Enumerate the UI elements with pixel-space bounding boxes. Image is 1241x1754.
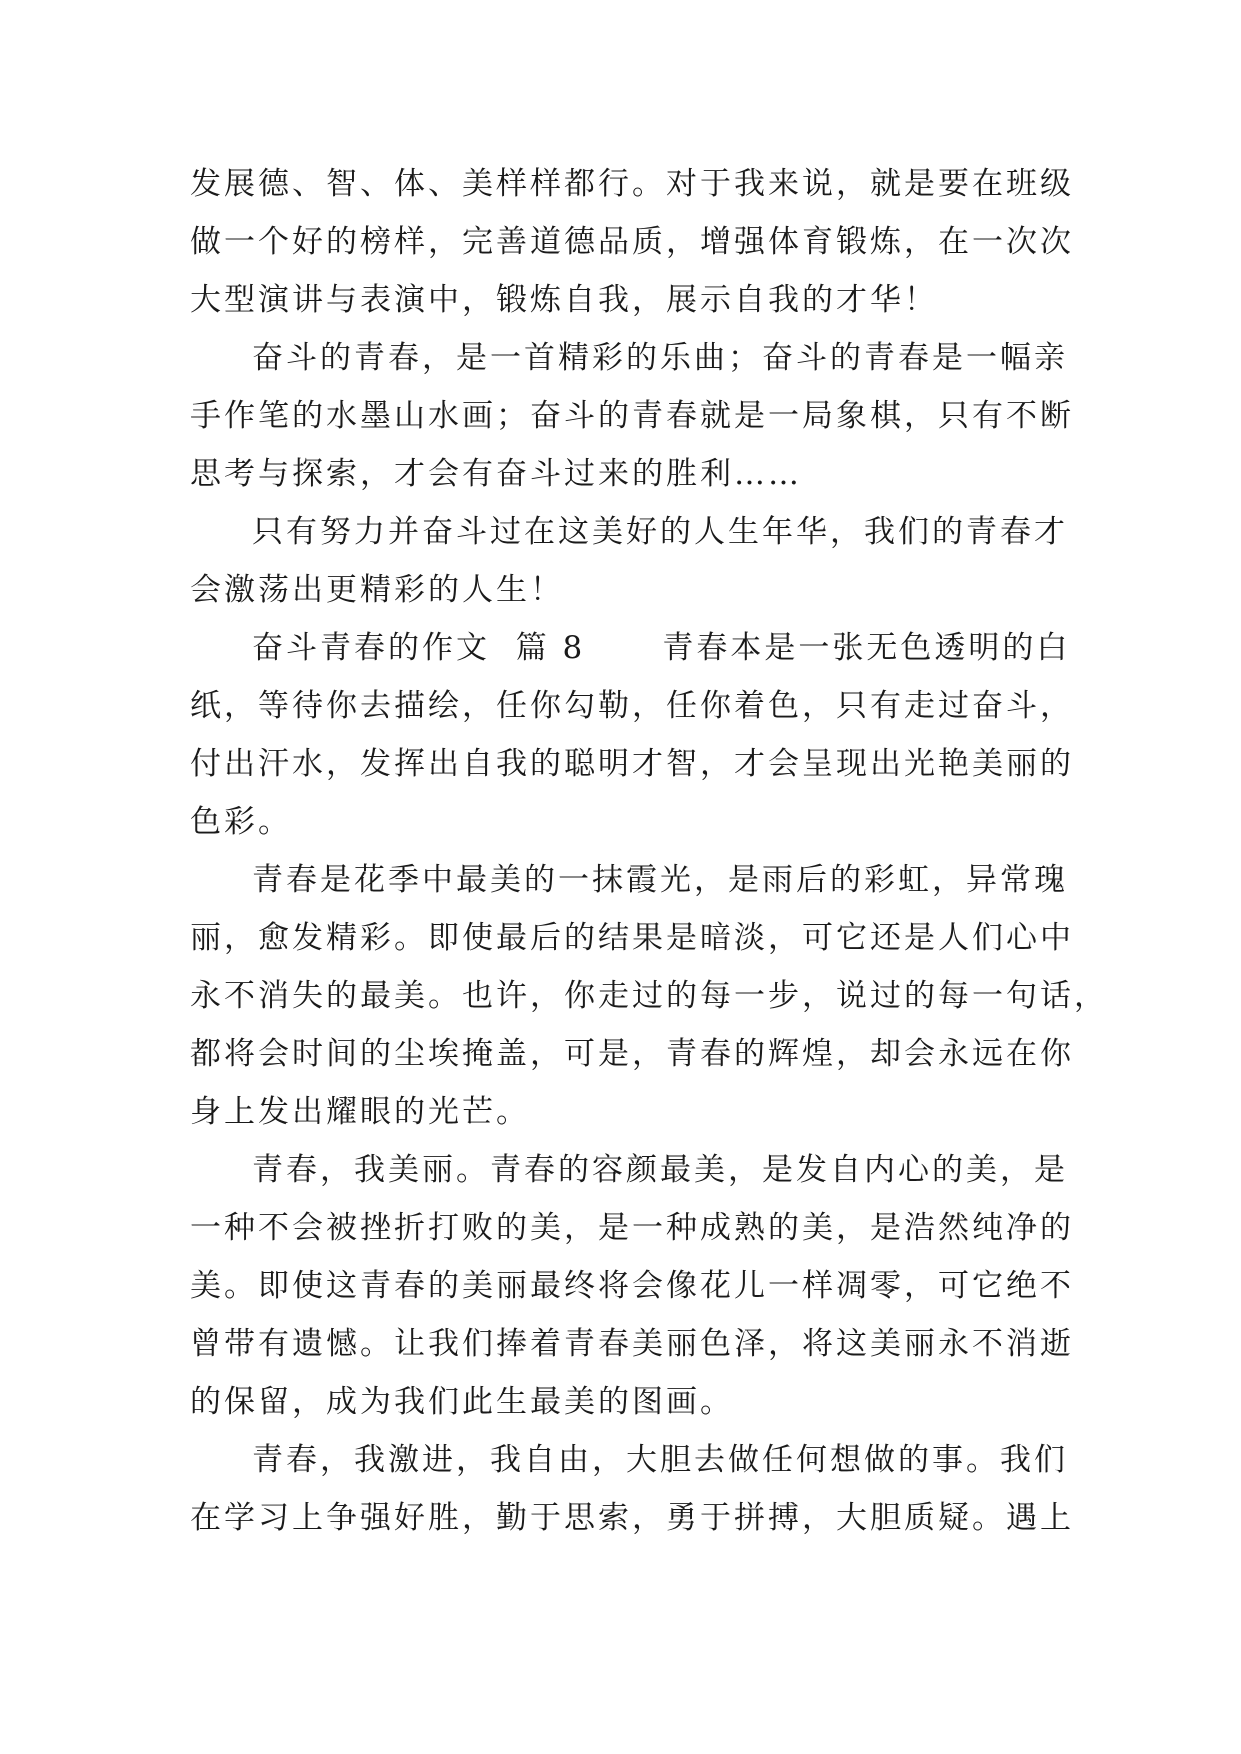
paragraph-start-line: 只有努力并奋斗过在这美好的人生年华，我们的青春才 [252, 514, 1068, 550]
text-line: 永不消失的最美。也许，你走过的每一步，说过的每一句话， [190, 978, 1108, 1014]
section-heading-line: 奋斗青春的作文 篇 8 青春本是一张无色透明的白 [252, 630, 1071, 666]
text-line: 曾带有遗憾。让我们捧着青春美丽色泽，将这美丽永不消逝 [190, 1326, 1074, 1362]
text-line: 一种不会被挫折打败的美，是一种成熟的美，是浩然纯净的 [190, 1210, 1074, 1246]
text-line: 在学习上争强好胜，勤于思索，勇于拼搏，大胆质疑。遇上 [190, 1500, 1074, 1536]
text-line: 手作笔的水墨山水画；奋斗的青春就是一局象棋，只有不断 [190, 398, 1074, 434]
text-line: 丽，愈发精彩。即使最后的结果是暗淡，可它还是人们心中 [190, 920, 1074, 956]
text-line: 思考与探索，才会有奋斗过来的胜利…… [190, 456, 802, 492]
text-line: 美。即使这青春的美丽最终将会像花儿一样凋零，可它绝不 [190, 1268, 1074, 1304]
text-line: 纸，等待你去描绘，任你勾勒，任你着色，只有走过奋斗， [190, 688, 1074, 724]
text-line: 付出汗水，发挥出自我的聪明才智，才会呈现出光艳美丽的 [190, 746, 1074, 782]
text-line: 大型演讲与表演中，锻炼自我，展示自我的才华！ [190, 282, 938, 318]
paragraph-start-line: 青春，我美丽。青春的容颜最美，是发自内心的美，是 [252, 1152, 1068, 1188]
paragraph-start-line: 奋斗的青春，是一首精彩的乐曲；奋斗的青春是一幅亲 [252, 340, 1068, 376]
text-line: 身上发出耀眼的光芒。 [190, 1094, 530, 1130]
paragraph-start-line: 青春是花季中最美的一抹霞光，是雨后的彩虹，异常瑰 [252, 862, 1068, 898]
text-line: 做一个好的榜样，完善道德品质，增强体育锻炼，在一次次 [190, 224, 1074, 260]
paragraph-start-line: 青春，我激进，我自由，大胆去做任何想做的事。我们 [252, 1442, 1068, 1478]
text-line: 色彩。 [190, 804, 292, 840]
text-line: 会激荡出更精彩的人生！ [190, 572, 564, 608]
text-line: 都将会时间的尘埃掩盖，可是，青春的辉煌，却会永远在你 [190, 1036, 1074, 1072]
text-line: 发展德、智、体、美样样都行。对于我来说，就是要在班级 [190, 166, 1074, 202]
text-line: 的保留，成为我们此生最美的图画。 [190, 1384, 734, 1420]
